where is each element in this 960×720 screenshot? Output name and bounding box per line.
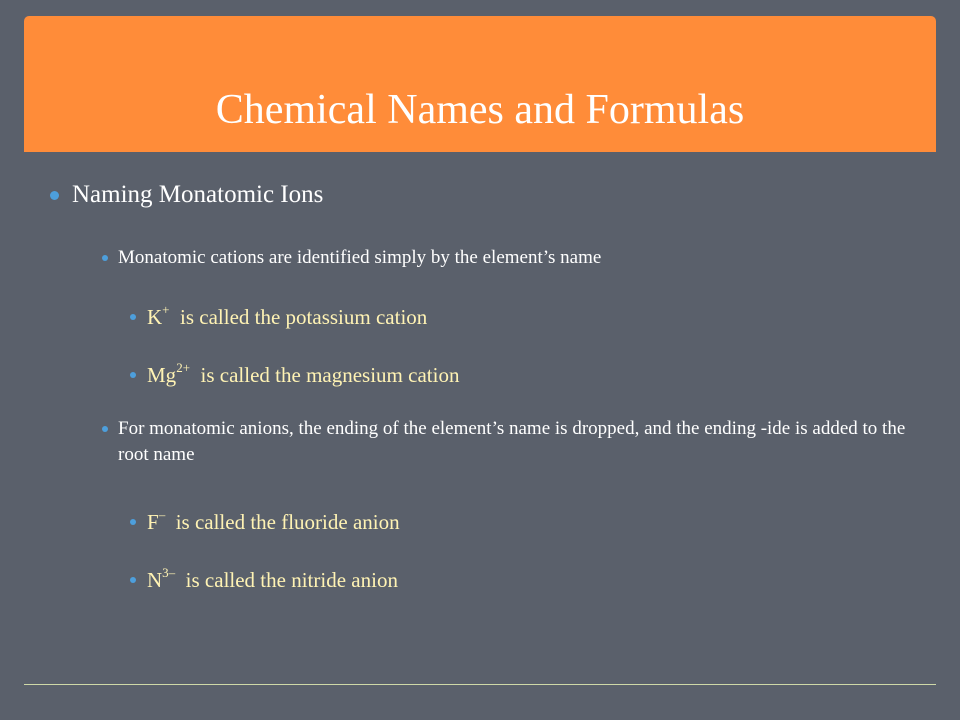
example-text: is called the nitride anion <box>185 568 398 592</box>
example-k <box>147 303 427 331</box>
bullet-dot <box>130 372 136 378</box>
example-mg <box>147 361 459 389</box>
ion-symbol: Mg <box>147 363 177 387</box>
anions-bullet <box>118 416 908 468</box>
ion-charge: 3– <box>162 565 176 580</box>
bullet-dot <box>50 191 59 200</box>
anions-text: For monatomic anions, the ending of the element’s name is dropped, and the ending -ide is added to the root name <box>118 418 906 465</box>
example-f <box>147 508 400 536</box>
footer-divider <box>24 684 936 685</box>
example-text: is called the magnesium cation <box>200 363 460 387</box>
ion-symbol: N <box>147 568 163 592</box>
title-bar <box>24 16 936 152</box>
ion-symbol: F <box>147 510 159 534</box>
example-n <box>147 566 398 594</box>
ion-charge: – <box>158 507 166 522</box>
bullet-dot <box>130 577 136 583</box>
heading-bullet <box>72 180 323 210</box>
bullet-dot <box>102 255 108 261</box>
heading-text: Naming Monatomic Ions <box>72 181 324 208</box>
example-text: is called the potassium cation <box>180 305 428 329</box>
example-text: is called the fluoride anion <box>175 510 400 534</box>
bullet-dot <box>130 519 136 525</box>
ion-charge: + <box>162 302 170 317</box>
bullet-dot <box>130 314 136 320</box>
bullet-dot <box>102 426 108 432</box>
ion-charge: 2+ <box>176 360 191 375</box>
slide-title: Chemical Names and Formulas <box>215 87 745 133</box>
ion-symbol: K <box>147 305 163 329</box>
cations-text: Monatomic cations are identified simply by the element’s name <box>118 247 602 268</box>
cations-bullet <box>118 245 908 271</box>
